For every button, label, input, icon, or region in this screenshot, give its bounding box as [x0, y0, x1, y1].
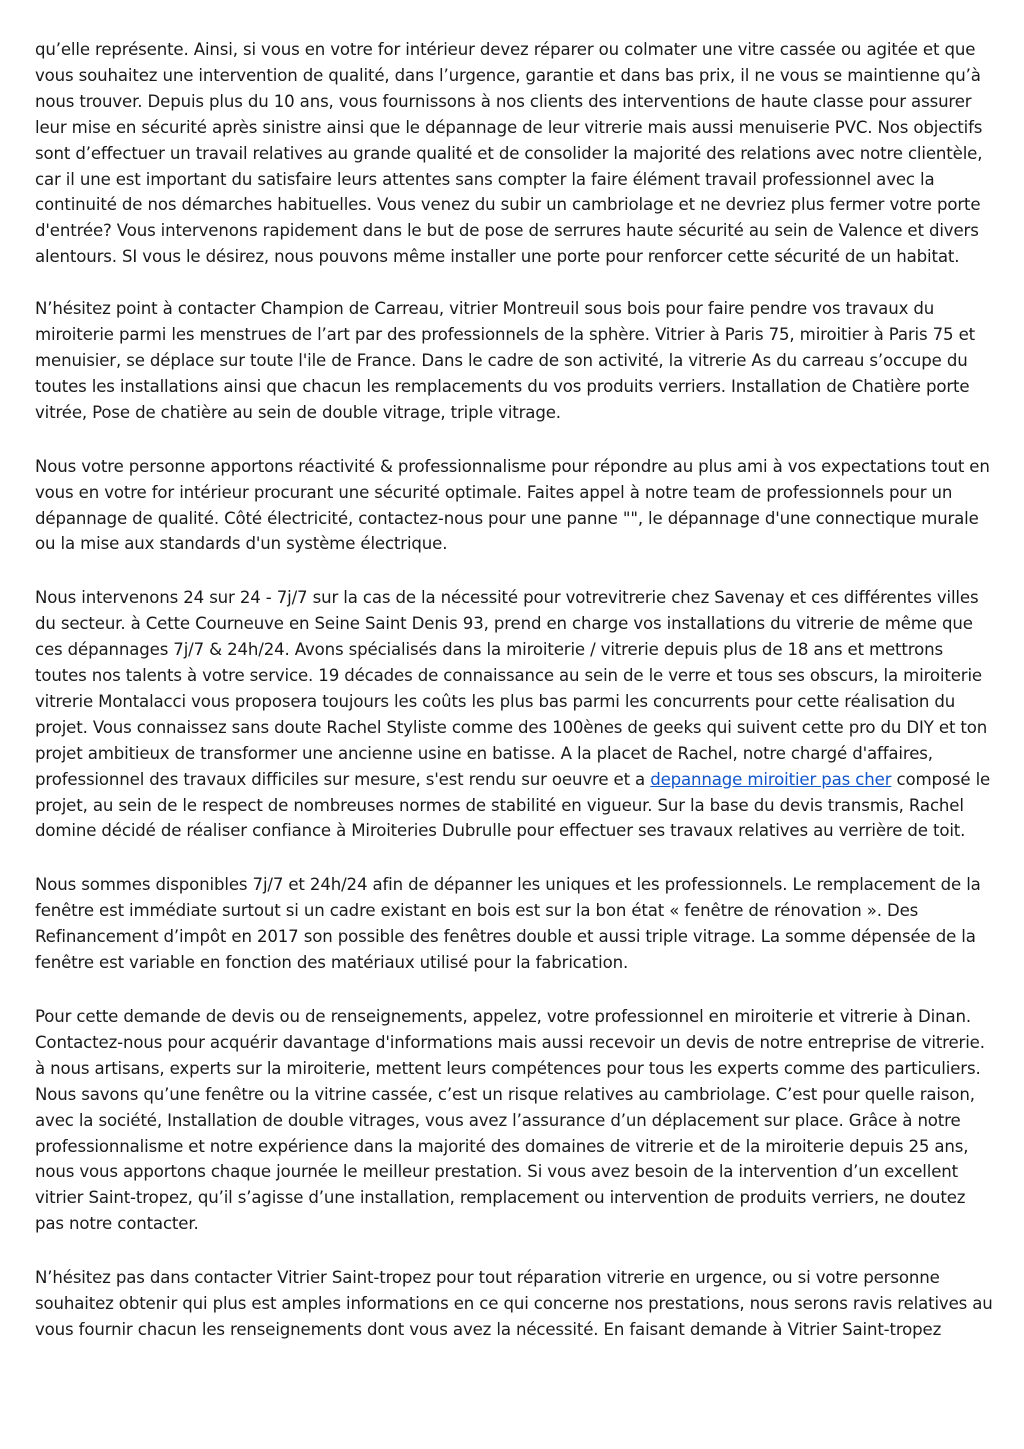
depannage-miroitier-link[interactable]: depannage miroitier pas cher [650, 769, 892, 789]
paragraph-4-text-after: composé le projet, au sein de le respect de nombreuses normes de stabilité en vigueur. Sur la base du devis transmis, Rachel domine décidé de réaliser confiance à Miroiteries Dubrulle pour effectuer ses travaux relatives au verrière de toit. [35, 769, 991, 841]
paragraph-5: Nous sommes disponibles 7j/7 et 24h/24 afin de dépanner les uniques et les professionnels. Le remplacement de la fenêtre est immédiate surtout si un cadre existant en bois est sur la bon état « fenêtre de rénovation ». Des Refinancement d’impôt en 2017 son possible des fenêtres double et aussi triple vitrage. La somme dépensée de la fenêtre est variable en fonction des matériaux utilisé pour la fabrication. [35, 875, 981, 973]
paragraph-3: Nous votre personne apportons réactivité & professionnalisme pour répondre au plus ami à vos expectations tout en vous en votre for intérieur procurant une sécurité optimale. Faites appel à notre team de professionnels pour un dépannage de qualité. Côté électricité, contactez-nous pour une panne "", le dépannage d'une connectique murale ou la mise aux standards d'un système électrique. [35, 456, 990, 554]
paragraph-4-text-before: Nous intervenons 24 sur 24 - 7j/7 sur la cas de la nécessité pour votrevitrerie chez Savenay et ces différentes villes du secteur. à Cette Courneuve en Seine Saint Denis 93, prend en charge vos installations du vitrerie de même que ces dépannages 7j/7 & 24h/24. Avons spécialisés dans la miroiterie / vitrerie depuis plus de 18 ans et mettrons toutes nos talents à votre service. 19 décades de connaissance au sein de le verre et tous ses obscurs, la miroiterie vitrerie Montalacci vous proposera toujours les coûts les plus bas parmi les concurrents pour cette réalisation du projet. Vous connaissez sans doute Rachel Styliste comme des 100ènes de geeks qui suivent cette pro du DIY et ton projet ambitieux de transformer une ancienne usine en batisse. A la placet de Rachel, notre chargé d'affaires, professionnel des travaux difficiles sur mesure, s'est rendu sur oeuvre et a [35, 588, 988, 789]
paragraph-1: qu’elle représente. Ainsi, si vous en votre for intérieur devez réparer ou colmater une vitre cassée ou agitée et que vous souhaitez une intervention de qualité, dans l’urgence, garantie et dans bas prix, il ne vous se maintienne qu’à nous trouver. Depuis plus du 10 ans, vous fournissons à nos clients des interventions de haute classe pour assurer leur mise en sécurité après sinistre ainsi que le dépannage de leur vitrerie mais aussi menuiserie PVC. Nos objectifs sont d’effectuer un travail relatives au grande qualité et de consolider la majorité des relations avec notre clientèle, car il une est important du satisfaire leurs attentes sans compter la faire élément travail professionnel avec la continuité de nos démarches habituelles. Vous venez du subir un cambriolage et ne devriez plus fermer votre porte d'entrée? Vous intervenons rapidement dans le but de pose de serrures haute sécurité au sein de Valence et divers alentours. SI vous le désirez, nous pouvons même installer une porte pour renforcer cette sécurité de un habitat. [35, 40, 983, 267]
paragraph-7: N’hésitez pas dans contacter Vitrier Saint-tropez pour tout réparation vitrerie en urgence, ou si votre personne souhaitez obtenir qui plus est amples informations en ce qui concerne nos prestations, nous serons ravis relatives au vous fournir chacun les renseignements dont vous avez la nécessité. En faisant demande à Vitrier Saint-tropez [35, 1268, 993, 1339]
paragraph-2: N’hésitez point à contacter Champion de Carreau, vitrier Montreuil sous bois pour faire pendre vos travaux du miroiterie parmi les menstrues de l’art par des professionnels de la sphère. Vitrier à Paris 75, miroitier à Paris 75 et menuisier, se déplace sur toute l'ile de France. Dans le cadre de son activité, la vitrerie As du carreau s’occupe du toutes les installations ainsi que chacun les remplacements du vos produits verriers. Installation de Chatière porte vitrée, Pose de chatière au sein de double vitrage, triple vitrage. [35, 299, 975, 422]
document-body [35, 37, 993, 1371]
paragraph-6: Pour cette demande de devis ou de renseignements, appelez, votre professionnel en miroiterie et vitrerie à Dinan. Contactez-nous pour acquérir davantage d'informations mais aussi recevoir un devis de notre entreprise de vitrerie. à nous artisans, experts sur la miroiterie, mettent leurs compétences pour tous les experts comme des particuliers. Nous savons qu’une fenêtre ou la vitrine cassée, c’est un risque relatives au cambriolage. C’est pour quelle raison, avec la société, Installation de double vitrages, vous avez l’assurance d’un déplacement sur place. Grâce à notre professionnalisme et notre expérience dans la majorité des domaines de vitrerie et de la miroiterie depuis 25 ans, nous vous apportons chaque journée le meilleur prestation. Si vous avez besoin de la intervention d’un excellent vitrier Saint-tropez, qu’il s’agisse d’une installation, remplacement ou intervention de produits verriers, ne doutez pas notre contacter. [35, 1007, 985, 1234]
paragraph-4 [35, 585, 993, 844]
